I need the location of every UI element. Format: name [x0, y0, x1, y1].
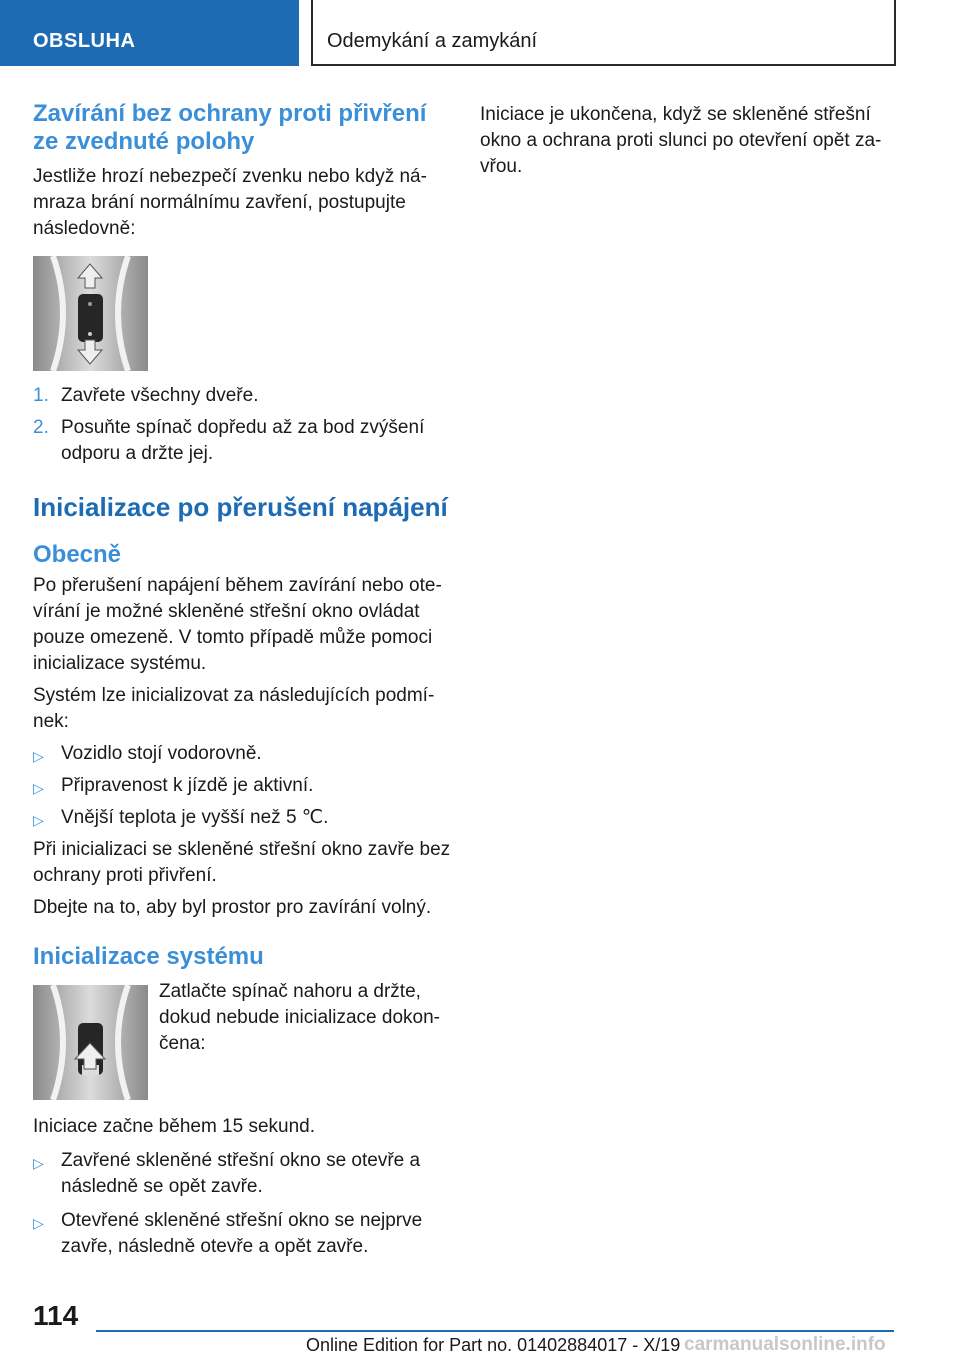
- section-tab: [0, 0, 299, 66]
- results-list: [33, 1148, 451, 1260]
- bullet-triangle-icon: ▷: [33, 748, 44, 764]
- roof-switch-up-icon: [33, 985, 148, 1100]
- page-header: [0, 0, 960, 66]
- footer-divider: [96, 1330, 894, 1332]
- general-paragraph: Po přerušení napájení během zavírání nebo otevírání je možné skleněné střešní okno ovládat pouze omezeně. V tomto případě může pomoci inicializace systému.: [33, 575, 442, 674]
- list-item: ▷ Vnější teplota je vyšší než 5 ℃.: [33, 805, 451, 831]
- section-heading-system-init: Inicializace systému: [33, 943, 264, 970]
- init-note-paragraph: Při inicializaci se skleněné střešní okno zavře bez ochrany proti přivření.: [33, 839, 451, 886]
- section-heading-close-without-protection: Zavírání bez ochrany proti přivření ze zvednuté polohy: [33, 100, 427, 155]
- bullet-triangle-icon: ▷: [33, 1155, 44, 1171]
- list-item: ▷ Vozidlo stojí vodorovně.: [33, 741, 451, 767]
- intro-paragraph: Jestliže hrozí nebezpečí zvenku nebo když námraza brání normálnímu zavření, postupujte následovně:: [33, 166, 427, 239]
- init-complete-paragraph: Iniciace je ukončena, když se skleněné střešní okno a ochrana proti slunci po otevření opět zavřou.: [480, 104, 882, 177]
- steps-list: [33, 383, 451, 467]
- conditions-intro: Systém lze inicializovat za následujících podmínek:: [33, 685, 435, 732]
- page-number: 114: [33, 1300, 79, 1331]
- roof-switch-forward-icon: [33, 256, 148, 371]
- list-item: ▷ Připravenost k jízdě je aktivní.: [33, 773, 451, 799]
- footer-edition: Online Edition for Part no. 01402884017 - X/19: [306, 1335, 681, 1355]
- section-heading-initialization: Inicializace po přerušení napájení: [33, 492, 448, 522]
- init-side-text: Zatlačte spínač nahoru a držte, dokud nebude inicializace dokončena:: [159, 981, 440, 1054]
- bullet-triangle-icon: ▷: [33, 1215, 44, 1231]
- clear-space-paragraph: Dbejte na to, aby byl prostor pro zavírání volný.: [33, 897, 432, 918]
- conditions-list: [33, 741, 451, 831]
- left-column: [33, 100, 451, 1260]
- bullet-triangle-icon: ▷: [33, 780, 44, 796]
- switch-push-illustration: [33, 985, 148, 1100]
- section-heading-general: Obecně: [33, 541, 122, 568]
- init-start-paragraph: Iniciace začne během 15 sekund.: [33, 1116, 316, 1137]
- switch-slide-illustration: [33, 256, 148, 371]
- list-item: ▷ Otevřené skleněné střešní okno se nejprve zavře, následně otevře a opět zavře.: [33, 1210, 423, 1257]
- init-instruction-block: [33, 981, 451, 1100]
- bullet-triangle-icon: ▷: [33, 812, 44, 828]
- section-title: OBSLUHA: [33, 30, 136, 52]
- chapter-box: [311, 0, 896, 66]
- watermark: carmanualsonline.info: [684, 1334, 886, 1355]
- list-item: 1. Zavřete všechny dveře.: [33, 385, 259, 406]
- list-item: ▷ Zavřené skleněné střešní okno se otevře a následně se opět zavře.: [33, 1150, 421, 1197]
- right-column: [480, 100, 890, 180]
- chapter-title: Odemykání a zamykání: [327, 30, 538, 52]
- list-item: 2. Posuňte spínač dopředu až za bod zvýšení odporu a držte jej.: [33, 417, 425, 464]
